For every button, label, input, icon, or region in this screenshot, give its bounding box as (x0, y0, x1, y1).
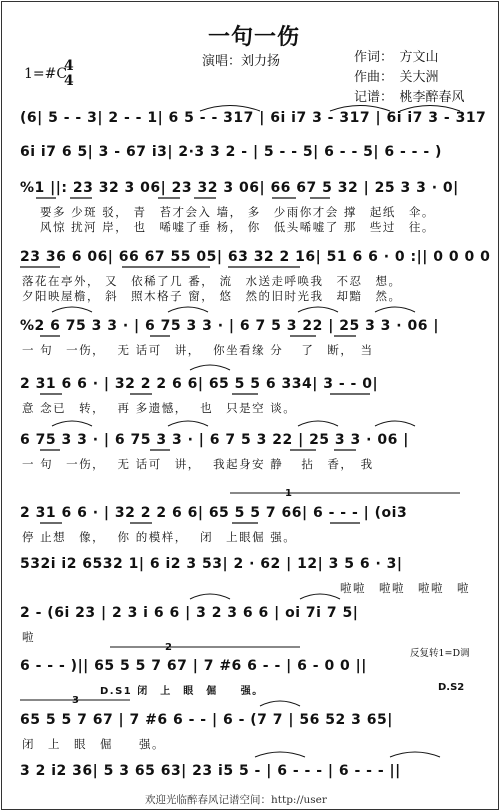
notation-row-8: 2 31 6 6 · | 32 2 2 6 6| 65 5 5 7 66| 6 - - - | (oi3 (20, 505, 408, 521)
lyric-row-10: 啦 (22, 630, 35, 644)
slurs (52, 106, 460, 758)
lyric-row-3-verse-1: 要多 少斑 驳， 青 苔才会入 墙， 多 少雨你才会 撑 起纸 伞。 (40, 205, 435, 219)
singer-credit: 演唱：刘力扬 (202, 54, 281, 69)
notation-row-12: 65 5 5 7 67 | 7 #6 6 - - | 6 - (7 7 | 56 52 3 65| (20, 712, 393, 728)
footer-site-text: 欢迎光临醉春风记谱空间：http://user (145, 794, 327, 806)
notation-row-6: 2 31 6 6 · | 32 2 2 6 6| 65 5 5 6 334| 3 - - 0| (20, 376, 379, 392)
lyric-row-3-verse-2: 风惊 扰河 岸， 也 唏嘘了垂 杨， 你 低头唏嘘了 那 些过 往。 (40, 220, 435, 234)
lyric-row-6: 意 念已 转， 再 多遗憾， 也 只是空 谈。 (22, 401, 297, 415)
transcriber-credit: 记谱： 桃李醉春风 (354, 90, 465, 105)
notation-row-11: 6 - - - )|| 65 5 5 7 67 | 7 #6 6 - - | 6 - 0 0 || (20, 658, 367, 674)
notation-row-9: 532i i2 6532 1| 6 i2 3 53| 2 · 62 | 12| 3 5 6 · 3| (20, 556, 403, 572)
notation-row-5: %2 6 75 3 3 · | 6 75 3 3 · | 6 7 5 3 22 | 25 3 3 · 06 | (20, 318, 439, 334)
lyric-row-5: 一 句 一伤， 无 话可 讲， 你坐看缘 分 了 断， 当 (22, 343, 374, 357)
time-signature-top: 4 (64, 58, 74, 74)
page-border (2, 2, 499, 810)
beam-lines (20, 198, 370, 523)
song-title: 一句一伤 (208, 24, 301, 50)
ds2-mark: D.S2 (438, 682, 465, 693)
notation-row-10: 2 - (6i 23 | 2 3 i 6 6 | 3 2 3 6 6 | oi 7i 7 5| (20, 605, 359, 621)
volta-2-number: 2 (165, 642, 172, 653)
notation-row-7: 6 75 3 3 · | 6 75 3 3 · | 6 7 5 3 22 | 25 3 3 · 06 | (20, 432, 409, 448)
key-signature: 1=#C (24, 66, 68, 82)
lyricist-credit: 作词： 方文山 (354, 50, 439, 65)
volta-3-number: 3 (72, 695, 79, 706)
notation-row-1: (6| 5 - - 3| 2 - - 1| 6 5 - - 317 | 6i i7 3 - 317 | 6i i7 3 - 317 (20, 110, 487, 126)
lyric-row-12: 闭 上 眼 倔 强。 (22, 737, 165, 751)
lyric-row-11-ds1: D.S1 闭 上 眼 倔 强。 (100, 686, 264, 697)
modulation-note: 反复转1=D调 (410, 648, 470, 659)
notation-row-3: %1 ||: 23 32 3 06| 23 32 3 06| 66 67 5 32 | 25 3 3 · 0| (20, 180, 459, 196)
lyric-row-8: 停 止想 像， 你 的模样， 闭 上眼倔 强。 (22, 530, 297, 544)
time-signature-bottom: 4 (64, 73, 74, 89)
volta-1-number: 1 (285, 488, 292, 499)
composer-credit: 作曲： 关大洲 (354, 70, 439, 85)
lyric-row-9: 啦啦 啦啦 啦啦 啦 (340, 581, 470, 595)
lyric-row-7: 一 句 一伤， 无 话可 讲， 我起身安 静 拈 香， 我 (22, 457, 374, 471)
lyric-row-4-verse-1: 落花在亭外， 又 依稀了几 番， 流 水送走呼唤我 不忍 想。 (22, 274, 402, 288)
lyric-row-4-verse-2: 夕阳映屋檐， 斜 照木格子 窗， 悠 然的旧时光我 却黯 然。 (22, 289, 402, 303)
notation-row-4: 23 36 6 06| 66 67 55 05| 63 32 2 16| 51 6 6 · 0 :|| 0 0 0 0 (20, 249, 491, 265)
volta-brackets (20, 493, 460, 700)
notation-row-2: 6i i7 6 5| 3 - 67 i3| 2·3 3 2 - | 5 - - 5| 6 - - 5| 6 - - - ) (20, 144, 442, 160)
notation-row-13: 3 2 i2 36| 5 3 65 63| 23 i5 5 - | 6 - - - | 6 - - - || (20, 763, 401, 779)
